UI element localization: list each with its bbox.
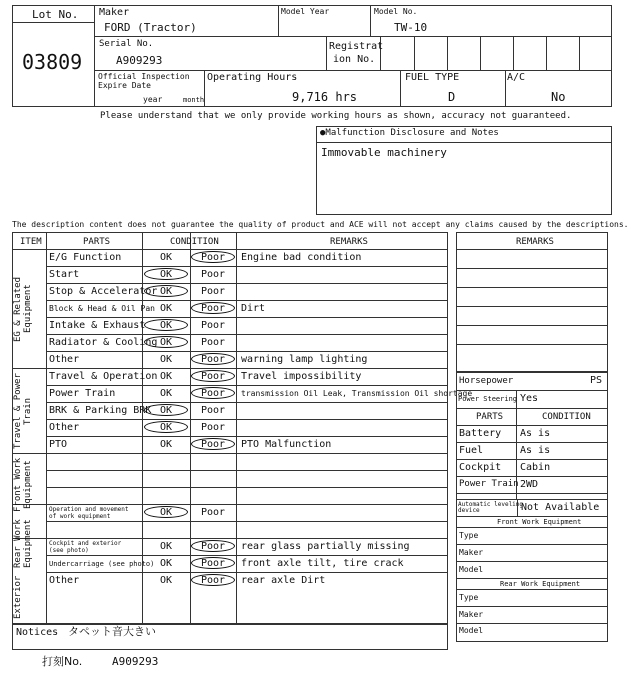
condition-poor-label: Poor bbox=[201, 371, 226, 382]
maker-label: Maker bbox=[99, 7, 130, 18]
section-travel-label: Travel & Power Train bbox=[13, 373, 33, 449]
condition-poor-label: Poor bbox=[201, 320, 226, 331]
row-part-label: Power Train bbox=[49, 388, 116, 399]
poor-selected-circle bbox=[191, 387, 235, 399]
condition-poor-label: Poor bbox=[201, 252, 226, 263]
poor-selected-circle bbox=[191, 302, 235, 314]
auto-leveling-label-2: device bbox=[458, 507, 480, 514]
condition-poor-label: Poor bbox=[201, 337, 226, 348]
row-remark: warning lamp lighting bbox=[241, 354, 368, 365]
poor-selected-circle bbox=[191, 370, 235, 382]
row-remark: front axle tilt, tire crack bbox=[241, 558, 404, 569]
auto-leveling-label: Automatic leveling bbox=[458, 501, 524, 508]
condition-poor-label: Poor bbox=[201, 558, 226, 569]
fuel-label: Fuel bbox=[459, 445, 484, 456]
condition-ok-label: OK bbox=[160, 320, 173, 331]
stamp-value: A909293 bbox=[112, 655, 159, 668]
inspection-label: Official Inspection bbox=[98, 72, 190, 81]
condition-ok-label: OK bbox=[160, 422, 173, 433]
power-train-value: 2WD bbox=[520, 479, 539, 490]
row-part-label: BRK & Parking BRK bbox=[49, 405, 152, 416]
working-hours-note: Please understand that we only provide working hours as shown, accuracy not guaranteed. bbox=[100, 111, 572, 121]
condition-ok-label: OK bbox=[160, 575, 173, 586]
horsepower-label: Horsepower bbox=[459, 376, 514, 386]
poor-selected-circle bbox=[191, 574, 235, 586]
fuel-value: As is bbox=[520, 445, 551, 456]
malfunction-box bbox=[316, 126, 612, 215]
row-part-label: Other bbox=[49, 575, 80, 586]
lot-number: 03809 bbox=[22, 50, 83, 74]
notices-value: タペット音大きい bbox=[68, 625, 156, 638]
notices-label: Notices bbox=[16, 627, 59, 638]
condition-poor-label: Poor bbox=[201, 269, 226, 280]
rear-type-label: Type bbox=[459, 593, 479, 602]
condition-ok-label: OK bbox=[160, 439, 173, 450]
condition-ok-label: OK bbox=[160, 269, 173, 280]
row-remark: Travel impossibility bbox=[241, 371, 362, 382]
poor-selected-circle bbox=[191, 251, 235, 263]
rear-model-label: Model bbox=[459, 626, 484, 635]
ok-selected-circle bbox=[144, 319, 188, 331]
condition-poor-label: Poor bbox=[201, 507, 226, 518]
col-remarks-header: REMARKS bbox=[330, 237, 368, 247]
row-part-label: Travel & Operation bbox=[49, 371, 158, 382]
condition-poor-label: Poor bbox=[201, 439, 226, 450]
front-type-label: Type bbox=[459, 531, 479, 540]
model-no-value: TW-10 bbox=[394, 21, 428, 34]
battery-label: Battery bbox=[459, 428, 502, 439]
front-maker-label: Maker bbox=[459, 548, 484, 557]
lot-label: Lot No. bbox=[32, 8, 79, 21]
poor-selected-circle bbox=[191, 540, 235, 552]
rear-work-header: Rear Work Equipment bbox=[500, 580, 581, 588]
condition-poor-label: Poor bbox=[201, 286, 226, 297]
ac-value: No bbox=[551, 90, 566, 104]
section-eg-label: EG & Related Equipment bbox=[13, 276, 33, 342]
rear-maker-label: Maker bbox=[459, 610, 484, 619]
row-remark: PTO Malfunction bbox=[241, 439, 332, 450]
row-part-label: Operation and movement of work equipment bbox=[49, 506, 129, 520]
row-part-label: Other bbox=[49, 354, 80, 365]
month-label: month bbox=[183, 96, 205, 104]
row-part-label: Undercarriage (see photo) bbox=[49, 560, 155, 568]
row-part-label: Stop & Accelerator bbox=[49, 286, 158, 297]
row-remark: rear glass partially missing bbox=[241, 541, 410, 552]
section-front-label: Front Work Equipment bbox=[13, 457, 33, 513]
serial-value: A909293 bbox=[116, 54, 163, 67]
row-remark: rear axle Dirt bbox=[241, 575, 326, 586]
maker-value: FORD (Tractor) bbox=[104, 21, 197, 34]
hours-value: 9,716 hrs bbox=[292, 90, 358, 104]
registration-label: Registrat bbox=[329, 41, 384, 52]
condition-poor-label: Poor bbox=[201, 405, 226, 416]
model-year-label: Model Year bbox=[281, 7, 330, 16]
ok-selected-circle bbox=[144, 506, 188, 518]
condition-ok-label: OK bbox=[160, 303, 173, 314]
poor-selected-circle bbox=[191, 557, 235, 569]
row-part-label: Radiator & Cooling bbox=[49, 337, 158, 348]
row-remark: Dirt bbox=[241, 303, 266, 314]
ac-label: A/C bbox=[507, 72, 526, 83]
right-remarks-header: REMARKS bbox=[516, 237, 554, 247]
condition-ok-label: OK bbox=[160, 371, 173, 382]
row-part-label: Block & Head & Oil Pan bbox=[49, 304, 155, 313]
ok-selected-circle bbox=[144, 285, 188, 297]
power-steering-value: Yes bbox=[520, 393, 539, 404]
fuel-type-value: D bbox=[448, 90, 456, 104]
ok-selected-circle bbox=[144, 404, 188, 416]
cockpit-label: Cockpit bbox=[459, 462, 502, 473]
poor-selected-circle bbox=[191, 438, 235, 450]
year-label: year bbox=[143, 95, 163, 104]
fuel-type-label: FUEL TYPE bbox=[405, 72, 460, 83]
row-part-label: Intake & Exhaust bbox=[49, 320, 146, 331]
cockpit-value: Cabin bbox=[520, 462, 551, 473]
row-remark: Engine bad condition bbox=[241, 252, 362, 263]
condition-poor-label: Poor bbox=[201, 388, 226, 399]
ok-selected-circle bbox=[144, 421, 188, 433]
condition-poor-label: Poor bbox=[201, 354, 226, 365]
description-disclaimer: The description content does not guarantee the quality of product and ACE will not accept any claims caused by the descriptions. bbox=[12, 220, 629, 229]
row-part-label: Other bbox=[49, 422, 80, 433]
row-part-label: Cockpit and exterior (see photo) bbox=[49, 540, 122, 554]
inspection-label-2: Expire Date bbox=[98, 81, 151, 90]
condition-poor-label: Poor bbox=[201, 303, 226, 314]
registration-label-2: ion No. bbox=[333, 54, 376, 65]
power-train-label: Power Train bbox=[459, 479, 519, 489]
section-exterior-label: Exterior bbox=[13, 575, 23, 619]
section-rear-label: Rear Work Equipment bbox=[13, 519, 33, 569]
hours-label: Operating Hours bbox=[207, 72, 298, 83]
serial-label: Serial No. bbox=[99, 39, 154, 49]
condition-ok-label: OK bbox=[160, 252, 173, 263]
row-part-label: PTO bbox=[49, 439, 68, 450]
right-remarks-box bbox=[456, 232, 608, 372]
condition-ok-label: OK bbox=[160, 337, 173, 348]
col-condition-header: CONDITION bbox=[170, 237, 219, 247]
condition-ok-label: OK bbox=[160, 388, 173, 399]
power-steering-label: Power Steering bbox=[458, 395, 518, 403]
parts-header: PARTS bbox=[476, 412, 504, 422]
front-work-header: Front Work Equipment bbox=[497, 518, 582, 526]
battery-value: As is bbox=[520, 428, 551, 439]
condition-poor-label: Poor bbox=[201, 575, 226, 586]
condition-ok-label: OK bbox=[160, 354, 173, 365]
condition-ok-label: OK bbox=[160, 286, 173, 297]
malfunction-value: Immovable machinery bbox=[321, 146, 447, 159]
condition-ok-label: OK bbox=[160, 558, 173, 569]
horsepower-unit: PS bbox=[590, 375, 603, 386]
ok-selected-circle bbox=[144, 336, 188, 348]
condition-header: CONDITION bbox=[542, 412, 591, 422]
condition-poor-label: Poor bbox=[201, 422, 226, 433]
condition-poor-label: Poor bbox=[201, 541, 226, 552]
col-parts-header: PARTS bbox=[83, 237, 111, 247]
row-remark: transmission Oil Leak, Transmission Oil shortage bbox=[241, 389, 473, 398]
malfunction-label: ●Malfunction Disclosure and Notes bbox=[320, 128, 499, 138]
poor-selected-circle bbox=[191, 353, 235, 365]
auto-leveling-value: Not Available bbox=[521, 502, 600, 513]
model-no-label: Model No. bbox=[374, 7, 418, 16]
row-part-label: Start bbox=[49, 269, 80, 280]
front-model-label: Model bbox=[459, 565, 484, 574]
condition-ok-label: OK bbox=[160, 507, 173, 518]
stamp-label: 打刻No. bbox=[42, 655, 83, 668]
col-item-header: ITEM bbox=[20, 237, 42, 247]
condition-ok-label: OK bbox=[160, 541, 173, 552]
ok-selected-circle bbox=[144, 268, 188, 280]
condition-ok-label: OK bbox=[160, 405, 173, 416]
row-part-label: E/G Function bbox=[49, 252, 122, 263]
